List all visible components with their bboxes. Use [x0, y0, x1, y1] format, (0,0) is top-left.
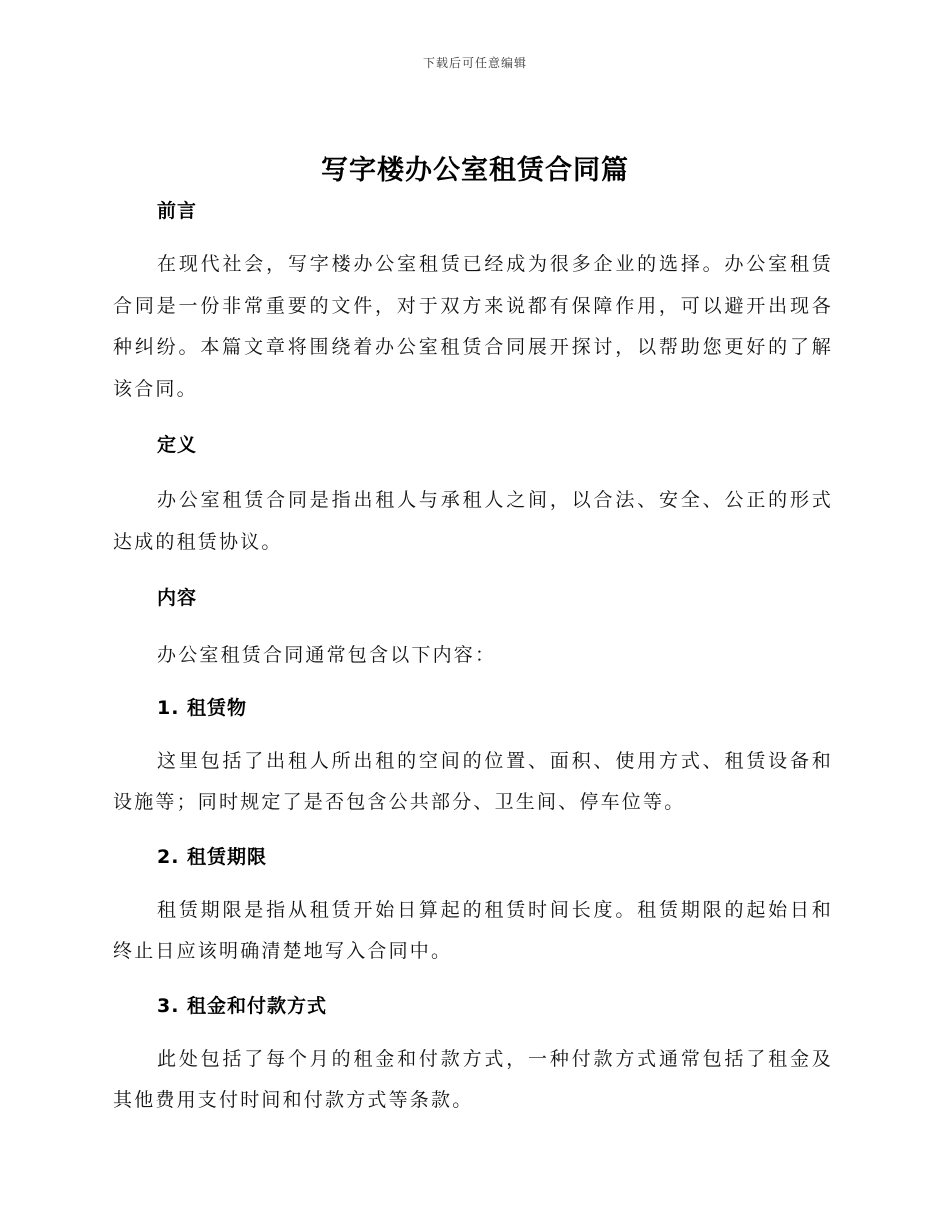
section-heading-rent-payment: 3. 租金和付款方式 — [157, 994, 328, 1017]
section-heading-content: 内容 — [157, 587, 198, 609]
document-body — [113, 196, 833, 1122]
section-heading-preface: 前言 — [157, 200, 198, 222]
section-paragraph-content: 办公室租赁合同通常包含以下内容： — [157, 644, 497, 666]
section-heading-lease-term: 2. 租赁期限 — [157, 845, 268, 868]
section-paragraph-preface: 在现代社会，写字楼办公室租赁已经成为很多企业的选择。办公室租赁合同是一份非常重要的文件，对于双方来说都有保障作用，可以避开出现各种纠纷。本篇文章将围绕着办公室租赁合同展开探讨，以帮助您更好的了解该合同。 — [113, 253, 833, 400]
section-heading-leased-property: 1. 租赁物 — [157, 696, 248, 719]
document-title: 写字楼办公室租赁合同篇 — [321, 155, 629, 186]
section-paragraph-lease-term: 租赁期限是指从租赁开始日算起的租赁时间长度。租赁期限的起始日和终止日应该明确清楚地写入合同中。 — [113, 898, 833, 962]
section-heading-definition: 定义 — [157, 434, 198, 456]
section-paragraph-definition: 办公室租赁合同是指出租人与承租人之间，以合法、安全、公正的形式达成的租赁协议。 — [113, 489, 833, 553]
section-paragraph-rent-payment: 此处包括了每个月的租金和付款方式，一种付款方式通常包括了租金及其他费用支付时间和付款方式等条款。 — [113, 1047, 833, 1111]
section-paragraph-leased-property: 这里包括了出租人所出租的空间的位置、面积、使用方式、租赁设备和设施等；同时规定了是否包含公共部分、卫生间、停车位等。 — [113, 749, 833, 813]
header-note: 下载后可任意编辑 — [422, 56, 527, 70]
